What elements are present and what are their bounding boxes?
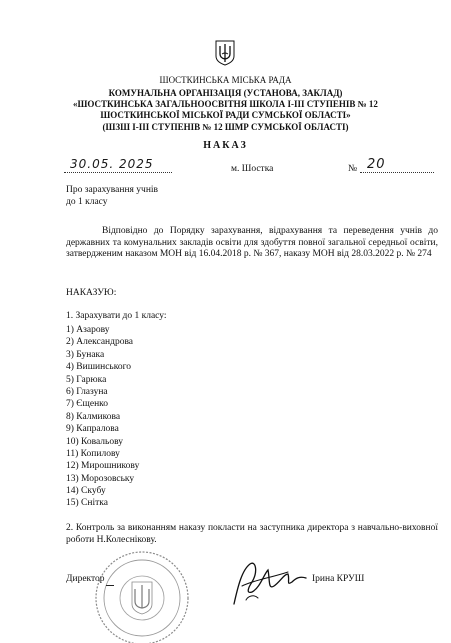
order-date: 30.05. 2025 xyxy=(70,157,154,171)
signature-line xyxy=(106,585,114,586)
list-item: 11) Копилову xyxy=(66,448,120,459)
list-item: 12) Мирошникову xyxy=(66,461,140,472)
number-sign: № xyxy=(348,164,358,174)
list-item: 14) Скубу xyxy=(66,486,106,497)
subject-line-2: до 1 класу xyxy=(66,197,108,207)
item-2-paragraph: 2. Контроль за виконанням наказу покласти на заступника директора з навчально-виховної роботи Н.Колеснікову. xyxy=(66,523,438,545)
date-underline xyxy=(64,172,172,173)
list-item: 7) Єщенко xyxy=(66,399,109,410)
list-item: 1) Азарову xyxy=(66,325,110,335)
list-item: 13) Морозовську xyxy=(66,473,135,484)
list-item: 15) Снітка xyxy=(66,498,108,509)
order-place: м. Шостка xyxy=(231,164,274,174)
signature-name: Ірина КРУШ xyxy=(312,574,365,584)
item-1-heading: 1. Зарахувати до 1 класу: xyxy=(66,311,167,321)
org-line-1: КОМУНАЛЬНА ОРГАНІЗАЦІЯ (УСТАНОВА, ЗАКЛАД) xyxy=(108,88,343,98)
order-word: НАКАЗУЮ: xyxy=(66,288,117,298)
list-item: 6) Глазуна xyxy=(66,386,108,397)
signature-role: Директор xyxy=(66,574,105,584)
list-item: 8) Калмикова xyxy=(66,411,121,422)
student-list xyxy=(66,324,139,510)
coat-of-arms-icon xyxy=(215,40,235,66)
document-title: НАКАЗ xyxy=(203,140,248,151)
org-line-2: «ШОСТКИНСЬКА ЗАГАЛЬНООСВІТНЯ ШКОЛА І-ІІІ СТУПЕНІВ № 12 xyxy=(73,99,378,109)
list-item: 10) Ковальову xyxy=(66,436,124,447)
handwritten-signature-icon xyxy=(228,556,308,608)
list-item: 5) Гарюка xyxy=(66,374,107,385)
order-number: 20 xyxy=(367,157,386,172)
preamble-paragraph: Відповідно до Порядку зарахування, відрахування та переведення учнів до державних та комунальних закладів освіти для здобуття повної загальної середньої освіти, затвердженим наказом МОН від 16.04.2018 р. № 367, наказу МОН від 28.03.2022 р. № 274 xyxy=(66,226,438,260)
subject xyxy=(66,184,158,208)
subject-line-1: Про зарахування учнів xyxy=(66,185,159,195)
list-item: 3) Бунака xyxy=(66,349,105,360)
org-line-4: (ШЗШ І-ІІІ СТУПЕНІВ № 12 ШМР СУМСЬКОЇ ОБЛАСТІ) xyxy=(102,122,349,132)
list-item: 2) Александрова xyxy=(66,337,134,348)
number-underline xyxy=(360,172,434,173)
org-line-3: ШОСТКИНСЬКОЇ МІСЬКОЇ РАДИ СУМСЬКОЇ ОБЛАСТІ» xyxy=(100,110,351,120)
council-name: ШОСТКИНСЬКА МІСЬКА РАДА xyxy=(159,75,292,85)
list-item: 4) Вишинського xyxy=(66,362,132,373)
list-item: 9) Капралова xyxy=(66,424,119,435)
official-stamp-icon xyxy=(92,548,192,643)
